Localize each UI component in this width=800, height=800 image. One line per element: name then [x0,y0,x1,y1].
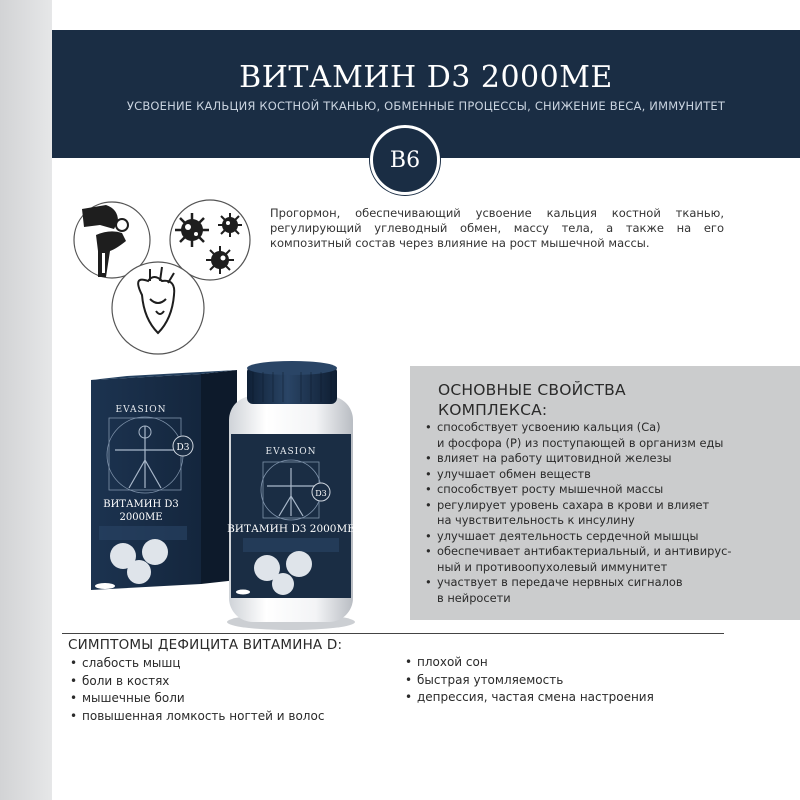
property-item [425,467,795,483]
symptom-item: • быстрая утомляемость [405,672,725,690]
property-item-line: • улучшает деятельность сердечной мышцы [437,528,699,543]
page-subtitle: УСВОЕНИЕ КАЛЬЦИЯ КОСТНОЙ ТКАНЬЮ, ОБМЕННЫЕ ПРОЦЕССЫ, СНИЖЕНИЕ ВЕСА, ИММУНИТЕТ [126,99,726,113]
symptom-item: • плохой сон [405,654,725,672]
symptom-item: • депрессия, частая смена настроения [405,689,725,707]
jar-title: ВИТАМИН D3 2000МЕ [227,523,355,535]
property-item-line: • способствует росту мышечной массы [437,482,664,496]
symptom-item: • слабость мышц [70,655,390,673]
symptoms-heading: СИМПТОМЫ ДЕФИЦИТА ВИТАМИНА D: [68,637,343,653]
property-item-line: • обеспечивает антибактериальный, и антивирус- [437,544,732,558]
jar-badge: D3 [315,489,327,498]
properties-list [425,420,795,606]
property-item [425,482,795,498]
symptoms-list-right [405,654,725,707]
property-item [425,451,795,467]
property-item [425,498,795,529]
property-item-line: • регулирует уровень сахара в крови и влияет [437,497,710,512]
properties-heading-line: КОМПЛЕКСА: [438,401,548,419]
properties-heading-line: ОСНОВНЫЕ СВОЙСТВА [438,381,626,399]
product-box [91,370,237,590]
property-item-line: и фосфора (Р) из поступающей в организм еды [437,435,724,450]
jar-brand: EVASION [265,447,317,457]
property-item-line: • влияет на работу щитовидной железы [437,451,672,465]
symptom-item: • повышенная ломкость ногтей и волос [70,708,390,726]
box-badge: D3 [176,443,190,453]
property-item-line: ный и противоопухолевый иммунитет [437,559,668,574]
section-divider [62,633,724,634]
property-item [425,544,795,575]
property-item-line: • улучшает обмен веществ [437,466,591,481]
property-item [425,420,795,451]
box-brand: EVASION [115,405,167,415]
property-item [425,575,795,606]
box-title-line: 2000МЕ [119,512,163,523]
product-image [85,360,385,650]
page-title: ВИТАМИН D3 2000МЕ [239,60,613,95]
left-side-band [0,0,52,800]
symptoms-list-left [70,655,390,725]
symptom-item: • боли в костях [70,673,390,691]
heart-icon-circle [112,262,204,354]
product-jar [227,361,355,630]
property-item [425,529,795,545]
vitamin-badge: B6 [370,125,440,195]
property-item-line: на чувствительность к инсулину [437,513,635,527]
property-item-line: • участвует в передаче нервных сигналов [437,575,683,589]
symptom-item: • мышечные боли [70,690,390,708]
properties-heading [438,380,626,420]
intro-text: Прогормон, обеспечивающий усвоение кальция костной тканью, регулирующий углеводный обмен, массу тела, а также на его композитный состав через влияние на рост мышечной массы. [270,206,724,250]
benefit-icons [70,195,260,360]
property-item-line: в нейросети [437,590,511,605]
property-item-line: • способствует усвоению кальция (Са) [437,420,661,434]
box-title-line: ВИТАМИН D3 [103,499,179,510]
